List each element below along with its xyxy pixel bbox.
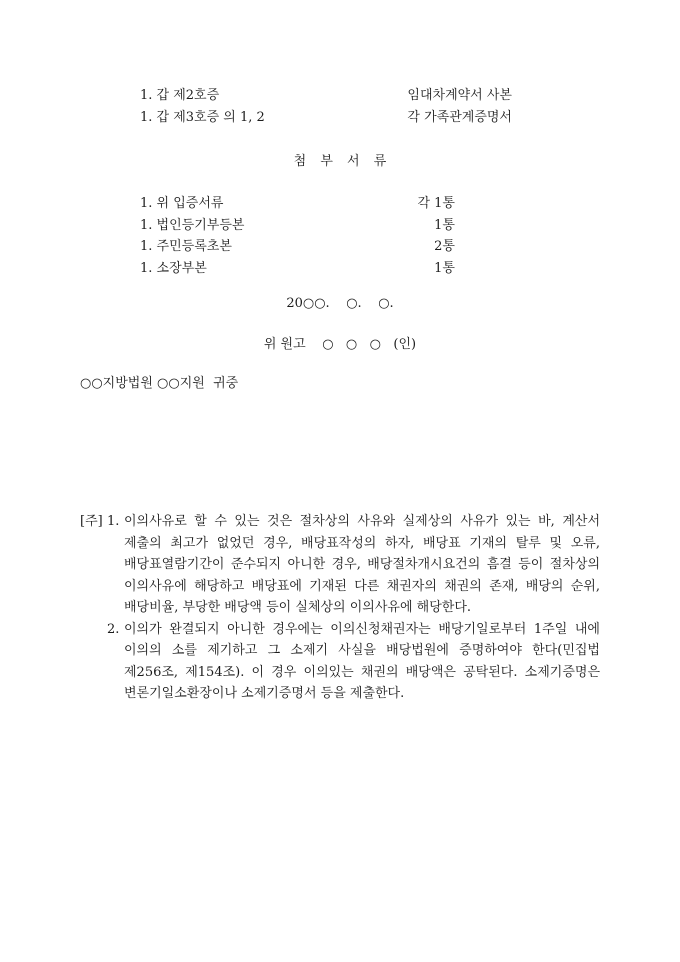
attachments-heading: 첨 부 서 류	[293, 154, 387, 169]
signature-line: 위 원고 ○ ○ ○ (인)	[263, 337, 417, 352]
attachment-label: 1. 위 입증서류	[140, 196, 224, 211]
evidence-description: 각 가족관계증명서	[407, 109, 512, 125]
attachment-row	[80, 193, 600, 215]
attachment-row	[80, 258, 600, 280]
court-line: ○○지방법원 ○○지원 귀중	[80, 376, 239, 391]
evidence-row	[80, 85, 600, 107]
evidence-row	[80, 107, 600, 129]
notes-section	[80, 511, 600, 705]
attachment-count: 1통	[434, 260, 455, 276]
note-number: 2.	[107, 621, 120, 637]
attachment-row	[80, 215, 600, 237]
attachment-count: 각 1통	[417, 196, 455, 211]
evidence-list	[80, 85, 600, 128]
evidence-label: 1. 갑 제3호증 의 1, 2	[140, 109, 265, 125]
note-text: 이의가 완결되지 아니한 경우에는 이의신청채권자는 배당기일로부터 1주일 내에 이의의 소를 제기하고 그 소제기 사실을 배당법원에 증명하여야 한다(민집법 제256조, 제154조). 이 경우 이의있는 채권의 배당액은 공탁된다. 소제기증명은 변론기일소환장이나 소제기증명서 등을 제출한다.	[124, 621, 600, 701]
date-line: 20○○. ○. ○.	[286, 296, 394, 311]
note-text: 이의사유로 할 수 있는 것은 절차상의 사유와 실제상의 사유가 있는 바, 계산서 제출의 최고가 없었던 경우, 배당표작성의 하자, 배당표 기재의 탈루 및 오류, 배당표열람기간이 준수되지 아니한 경우, 배당절차개시요건의 흠결 등이 절차상의 이의사유에 해당하고 배당표에 기재된 다른 채권자의 채권의 존재, 배당의 순위, 배당비율, 부당한 배당액 등이 실체상의 이의사유에 해당한다.	[124, 514, 600, 615]
attachment-label: 1. 소장부본	[140, 260, 207, 276]
note-marker: [주]	[80, 514, 103, 529]
attachment-count: 2통	[434, 239, 455, 254]
note-item	[80, 619, 600, 705]
attachment-label: 1. 주민등록초본	[140, 239, 232, 254]
note-item	[80, 511, 600, 619]
attachment-row	[80, 236, 600, 258]
attachment-label: 1. 법인등기부등본	[140, 217, 245, 233]
evidence-label: 1. 갑 제2호증	[140, 88, 220, 103]
attachment-count: 1통	[434, 217, 455, 233]
note-number: 1.	[107, 514, 120, 529]
evidence-description: 임대차계약서 사본	[407, 88, 512, 103]
attachment-list	[80, 193, 600, 279]
